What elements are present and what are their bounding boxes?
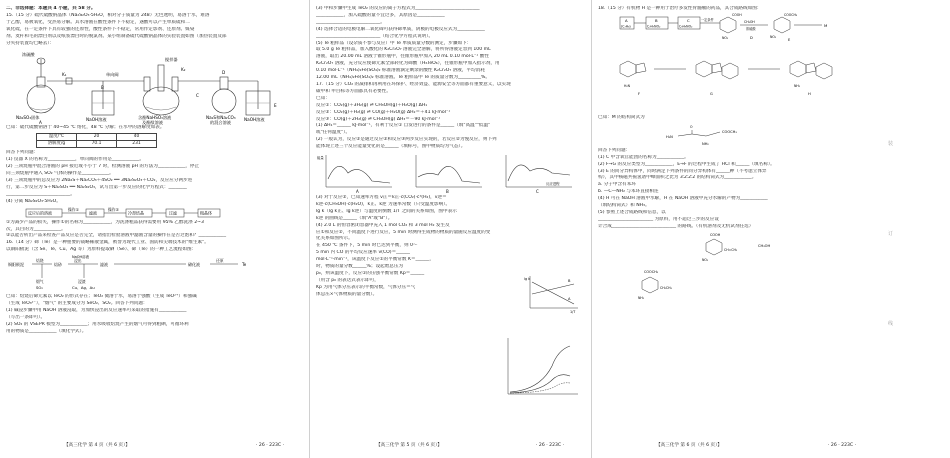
text-line: lg k（lg k正、lg k逆）与温度的倒数 1/T 之间的关系如图，图中表示 [316,208,457,214]
fig15-label: 含酚NaHSO₃溶液 [138,115,172,121]
text-line: 化关系如图所示。 [316,236,353,242]
fig15-label: E [274,103,277,109]
text-line: (1) 碱浸步骤中用 NaOH 溶液浸取，为加快浸出的反应速率可采取的措施有____________ [6,307,187,313]
text-line: 次，其目的为____________。 [6,226,66,232]
lgk-vs-inverse-t-plot [524,274,580,314]
m-label: COOCH₃ [722,129,737,134]
question-16-continued [316,6,584,82]
question-15-answers [6,150,304,205]
text-line: (1) C 中含氧官能团的名称为____________。 [598,154,689,160]
m-structure-note: 已知：M 的结构简式为 [598,114,645,120]
page-6-column [598,6,862,436]
fig15-label: C [196,93,199,99]
text-line: ①为减少产品的损失，操作①的名称为____________，为洗涤粗品获得需要用 95% 乙醇洗涤 2~3 [6,219,204,225]
syn-label: COOCH₃ [784,12,798,17]
text-line: 16.（14 分）碲（Te）是一种重要的战略稀散金属，被誉为现代工业、国防和尖端技术的"维生素"。 [6,240,209,246]
target-label: CH₃OH [758,243,771,248]
text-line: (2) 一般认为，反应②是通过反应②和反应③两步反应实现的，若反应②为慢反应，则下列 [316,137,497,143]
flow16-node: 焙砂 [54,262,62,268]
page-footer: 【高三化学 第 6 页（共 6 页）】 [656,443,722,448]
text-line: ____________________________。 [316,19,385,25]
text-line: ____________，加入硫酸的量不宜过多，其原因是____________ [316,12,445,18]
question-15-tail [6,220,304,241]
text-line: ________________________ 为原料，用不超过三步的反应设 [598,216,719,222]
synthesis-route-figure [598,13,862,109]
syn-label: C₉H₉NO₂ [679,24,693,29]
text-line: (4) 2.0 L 的恒容密闭容器中充入 1 mol CO₂ 和 3 mol H₂ 发生反 [316,222,450,228]
fig15-label: K₂ [181,67,186,73]
syn-label: NO₂ [770,34,777,39]
m-structure [598,122,862,148]
syn-label: H [808,91,811,96]
tellurium-flowchart [6,254,304,294]
binding-mark: 装 [888,141,894,147]
page-4-column [6,6,304,436]
fig15-label: K₁ [62,72,67,78]
fig15-label: Na₂S和Na₂CO₃ [206,115,236,121]
m-label: O [690,124,693,129]
table-cell: 温度/℃ [37,134,77,141]
question-18-stem: 18.（15 分）有机物 H 是一种用于治疗多发性骨髓瘤的药品，其合成路线如图： [598,6,762,11]
text-line: 取 5.0 g Te 粗样品，加入酸化的 K₂Cr₂O₇ 溶液完全溶解，将所得溶液定容到 100 mL [316,47,491,53]
text-line: 已知：焙烧后碲元素以 TeO₂ 的形式存在；TeO₂ 微溶于水，易溶于强酸（生成 TeO²⁺）和强碱 [6,294,197,300]
target-label: CH=CH₂ [724,247,738,252]
syn-label: D [750,35,753,40]
text-line: 体总压×气体物质的量分数）。 [316,291,378,297]
fig15-label: 的混合溶液 [210,120,231,126]
flow-step: 操作① [68,206,79,212]
text-line: 溶液，取出 20.00 mL 溶液于锥形瓶中，往锥形瓶中加入 20 mL 0.10 mol·L⁻¹ 酸性 [316,54,489,60]
table-cell: 20 [77,134,117,141]
text-line: Kp 为用气体分压表示的平衡常数，气体分压＝气 [316,284,416,290]
flow-box: 过滤 [169,210,177,216]
text-line: ____________________________（结合化学方程式说明）。 [316,33,434,39]
text-line: 构），其中核磁共振氢谱中峰面积之比为 3∶2∶2∶2 的结构简式为____________。 [598,175,757,181]
syn-label: G [710,91,713,96]
syn-label: C₇H₇NO₂ [647,24,661,29]
syn-label: COOH [732,12,742,17]
text-line: 行，第二步反应为 S＋Na₂SO₃ ══ Na₂S₂O₃，试写出第一步反应的化学方程式：________ [6,184,187,190]
text-line: 时，物质的量分数______%；设起始总压为 [316,264,404,270]
moles-vs-temperature-plot [500,336,582,402]
section-title: 二、非选择题：本题共 4 小题，共 58 分。 [6,6,96,11]
flow-step: 操作② [108,206,119,212]
plot-label: lg k [524,277,531,281]
fig15-label: Na₂SO₃固体 [16,115,40,121]
m-label: NH₂ [702,141,709,146]
binding-mark: 线 [888,321,894,327]
text-line: k逆 的曲线是______（填"A"或"B"）。 [316,215,393,221]
text-line: k逆·c(CH₃OH)·c(H₂O)，k正、k逆 为速率常数（只受温度影响）。 [316,201,451,207]
text-line: (4) H 可在 NaOH 溶液中水解，H 在 NaOH 溶液中充分水解的产物为____________ [598,196,768,202]
flow16-node: 焙烧 [36,258,44,264]
flow16-node: 铜阳极泥 [8,262,24,268]
page-5-column [316,6,584,436]
flow16-node: 烟气 [36,279,44,285]
text-line: (4) 分离 Na₂S₂O₃·5H₂O。 [6,198,61,204]
text-line: mol·L⁻¹·min⁻¹，该温度下反应①的平衡常数 K＝______， [316,257,434,263]
text-line: (3) 对于反应②，已知速率方程 v正＝k正·c(CO₂)·c³(H₂)，v逆＝ [316,195,447,201]
syn-label: NH₂ [794,83,801,88]
text-line: （填结构简式）和 NH₃。 [598,203,650,209]
flow16-node: SO₂ [36,285,43,291]
flow16-node: 滤液 [100,262,108,268]
page-code: · 26 · 223C · [536,443,565,448]
text-line: 应①和反应②，不同温度下进行反应，5 min 时测得生成物的物质的量随反应温度的变 [316,229,491,235]
question-16-tail [6,294,304,335]
table-intro: 已知：硫代硫酸钠溶于 40~45 ℃ 熔化，48 ℃ 分解；在水中的溶解度如表。 [6,125,165,131]
syn-label: E [788,37,791,42]
text-line: 反应②：CO₂(g)＋H₂(g) ⇌ CO(g)＋H₂O(g) ΔH₂＝＋41 kJ·mol⁻¹ [316,109,451,115]
page-footer: 【高三化学 第 4 页（共 6 页）】 [64,443,130,448]
text-line: 向三颈烧瓶中通入 SO₂ 气体的操作是____________。 [6,171,114,177]
target-label: NH₂ [638,295,645,300]
text-line: (1) 仪器 X 的名称为____________，单向阀的作用是____________。 [6,157,145,163]
text-line: b. —C—NH₂ 与苯环直接相连 [598,189,659,195]
energy-diagram-a [317,155,392,194]
text-line: p₀，则该温度下，反应①的压强平衡常数 Kp＝______ [316,271,425,276]
syn-label: H₂N [624,83,631,88]
syn-label: A [625,17,628,23]
text-line: K₂Cr₂O₇ 溶液，充分反应使碲元素全部转化为碲酸（H₆TeO₆），往锥形瓶中加入指示剂，用 [316,61,500,67]
flow-box: 冷却结晶 [128,210,144,216]
text-line: ____________________________。 [6,191,75,197]
text-line: 回答下列问题： [6,150,39,156]
syn-label: 一定条件 [701,17,714,22]
target-structures [598,231,862,301]
column-divider [591,0,592,458]
text-line: 12.00 mL（NH₄)₂Fe(SO₄)₂ 标准溶液。Te 粗样品中 Te 的质量分数为__________%。 [316,75,490,81]
axis-label: 能量 [317,156,324,161]
text-line: 反应①：CO₂(g)＋3H₂(g) ⇌ CH₃OH(g)＋H₂O(g) ΔH₁ [316,102,428,108]
diagram-label: C [536,189,539,195]
flow16-node: Te [242,262,247,268]
fig15-label: 及酚酞溶液 [142,120,163,126]
text-line: (5) 参照上述合成路线和信息，以 [598,209,666,215]
syn-label: B [655,17,658,23]
text-line: 用的物质是____________（填化学式）。 [6,328,87,334]
separation-flowchart [6,206,304,220]
text-line: （生成 TeO₃²⁻），"烟气" 的主要成分为 SeO₂、SO₂。回答下列问题： [6,301,148,307]
syn-label: F [638,91,641,96]
table-cell: 溶解度/g [37,141,77,148]
syn-label: C [687,17,690,23]
text-line: 于乙醇，易被氧化，受热易分解。其水溶液在酸性条件下不稳定，遇酸可以产生单质硫和二 [6,19,190,25]
column-divider [309,0,310,458]
fig15-label: NaOH溶液 [86,117,107,123]
axis-label: 反应进程 [546,182,560,187]
flow16-node: NaOH溶液 [72,255,90,260]
flow16-node: 浸出 [74,258,82,264]
question-18-answers [598,148,862,231]
energy-diagram-b [416,155,482,194]
energy-diagram-c [506,155,572,194]
diagram-label: A [356,189,359,195]
flow-box: 滤液 [89,210,97,216]
text-line: 反应③：CO(g)＋2H₂(g) ⇌ CH₃OH(g) ΔH₃＝－90 kJ·mol⁻¹ [316,116,441,122]
text-line: (2) 三颈烧瓶中混合溶液的 pH 接近或不小于 7 时，检测溶液 pH 的方法为____________，停止 [6,164,200,170]
text-line: (1) ΔH₁＝______ kJ·mol⁻¹，有利于反应① 自发进行的条件是______（填"高温""低温" [316,123,491,129]
question-15-stem [6,13,304,48]
text-line: (5) Te 粗样品（设杂质不参与反应）中 Te 单质质量分数的测定，步骤如下： [316,40,472,46]
text-line: 分夹持装置均已略去）： [6,40,55,46]
page-footer: 【高三化学 第 5 页（共 6 页）】 [376,443,442,448]
syn-label: M [824,22,828,28]
fig15-label: 搅拌器 [165,57,178,63]
question-17-stem [316,82,584,151]
text-line: (3) 三颈烧瓶中的总反应为 2Na₂S＋Na₂CO₃＋4SO₂ ══ 3Na₂S₂O₃＋CO₂，反应应分两步进 [6,177,193,183]
fig15-label: NaOH溶液 [244,117,265,123]
question-16-stem [6,240,304,254]
text-line: 碳中和 申目标等方面都具有必要性。 [316,88,391,94]
energy-diagrams [316,151,584,195]
text-line: 在 450 ℃ 条件下，5 min 时已达到平衡，则 0～ [316,243,418,249]
target-label: NO₂ [702,257,709,262]
page-code: · 26 · 223C · [828,443,857,448]
text-line: 17.（15 分）CO₂ 的减排和再利用在环保护、经济效益、能源安全等方面都有重要意义，以实现 [316,81,511,87]
text-line: 回答下列问题： [598,147,631,153]
binding-mark: 订 [888,231,894,237]
text-line: (4) 选择合适的电极电解二氧化碲可获得碲单质，阴极的电极反应式为____________ [316,26,485,32]
text-line: 剂、麦秆和毛的漂白剂以及纸浆漂白时的脱氯剂。某小组制备硫代硫酸钠晶体的实验装置如图（加热装置及部 [6,33,227,39]
text-line: a. 分子中含有苯环 [598,182,636,188]
syn-label: (C₇H₈) [621,24,631,29]
text-line: ②以能否析出产品来检查产品反应是否完全，请指出检验溶液中滤液含量的操作在是否过饱和？____________ [6,233,227,239]
target-label: CH₂CH₃ [660,285,672,290]
syn-label: CH₃OH [744,19,755,24]
text-line: 计合成____________________________ 的路线。（有机溶剂及无机试剂任选） [598,223,754,229]
solubility-table [36,133,157,148]
text-line: 以铜阳极泥（含 Se、Te、Cu、Ag 等）为原料提取硒（Se）、碲（Te）的一种工艺流程如图： [6,247,197,253]
text-line: 能体现上述三个反应能量变化的是______（填标号，图中物质均为气态）。 [316,144,466,150]
plot-label: B [568,279,571,283]
text-line: 15.（15 分）硫代硫酸钠晶体（Na₂S₂O₃·5H₂O，相对分子质量为 248）无色透明，易溶于水，难溶 [6,12,210,18]
text-line: 或"任何温度"）。 [316,130,351,136]
text-line: 已知： [316,95,330,101]
fig15-label: A [39,120,42,126]
text-line: (3) 中和步骤中生成 TeO₂ 的反应的离子方程式为____________________________ [316,6,480,11]
fig15-label: 单向阀 [106,72,119,78]
plot-label: 1/T [570,310,576,314]
fig15-label: D [222,70,226,76]
target-label: COOCH₃ [644,269,658,274]
flow-box: 反应后的溶液 [28,210,52,216]
table-cell: 70.1 [77,141,117,148]
syn-label: NO₂ [722,35,729,40]
text-line: 氧化硫，在一定条件下具有较强的还原性，酸性条件下不稳定，常用作定影剂、还原剂、媒染 [6,26,195,32]
fig15-label: B [101,85,104,91]
diagram-label: B [446,189,449,195]
flow16-node: Cu、Ag、Au [72,285,95,291]
flow-box: 粗晶体 [200,210,212,216]
apparatus-figure-15 [6,47,304,125]
text-line: (3) E 的同分异构体中，同时满足下列条件的同分异构体有______种（不考虑立体异 [598,168,767,174]
table-cell: 40 [117,134,157,141]
syn-label: 浓硫酸 [746,26,756,31]
table-cell: 231 [117,141,157,148]
text-line: （写出一条即可）。 [6,314,46,320]
flow16-node: 还原 [216,258,224,264]
text-line: (2) F→G 的反应类型为____________，E→F 的过程中生成了 HCl 和______（填名称）。 [598,161,775,167]
page-code: · 26 · 223C · [256,443,285,448]
text-line: （用含 p₀ 的表达式表示即可， [316,277,379,283]
text-line: 0.10 mol·L⁻¹（NH₄)₂Fe(SO₄)₂ 标准溶液滴定剩余的酸性 K₂Cr₂O₇ 溶液，平均消耗 [316,68,485,74]
m-label: H₂N [666,134,673,139]
target-label: COOH [710,232,721,237]
flow16-node: 碲化液 [188,262,200,268]
text-line: 5 min 内 CO 的平均反应速率 v(CO)＝______ [316,250,410,256]
fig15-label: 浓硫酸 [22,52,35,58]
text-line: (2) SO₂ 的 VSEPR 模型为____________；用水吸收焙烧产生的烟气可得到粗硒，可循环利 [6,321,189,327]
flow16-node: 浸渣 [78,279,86,285]
plot-label: A [568,297,571,301]
